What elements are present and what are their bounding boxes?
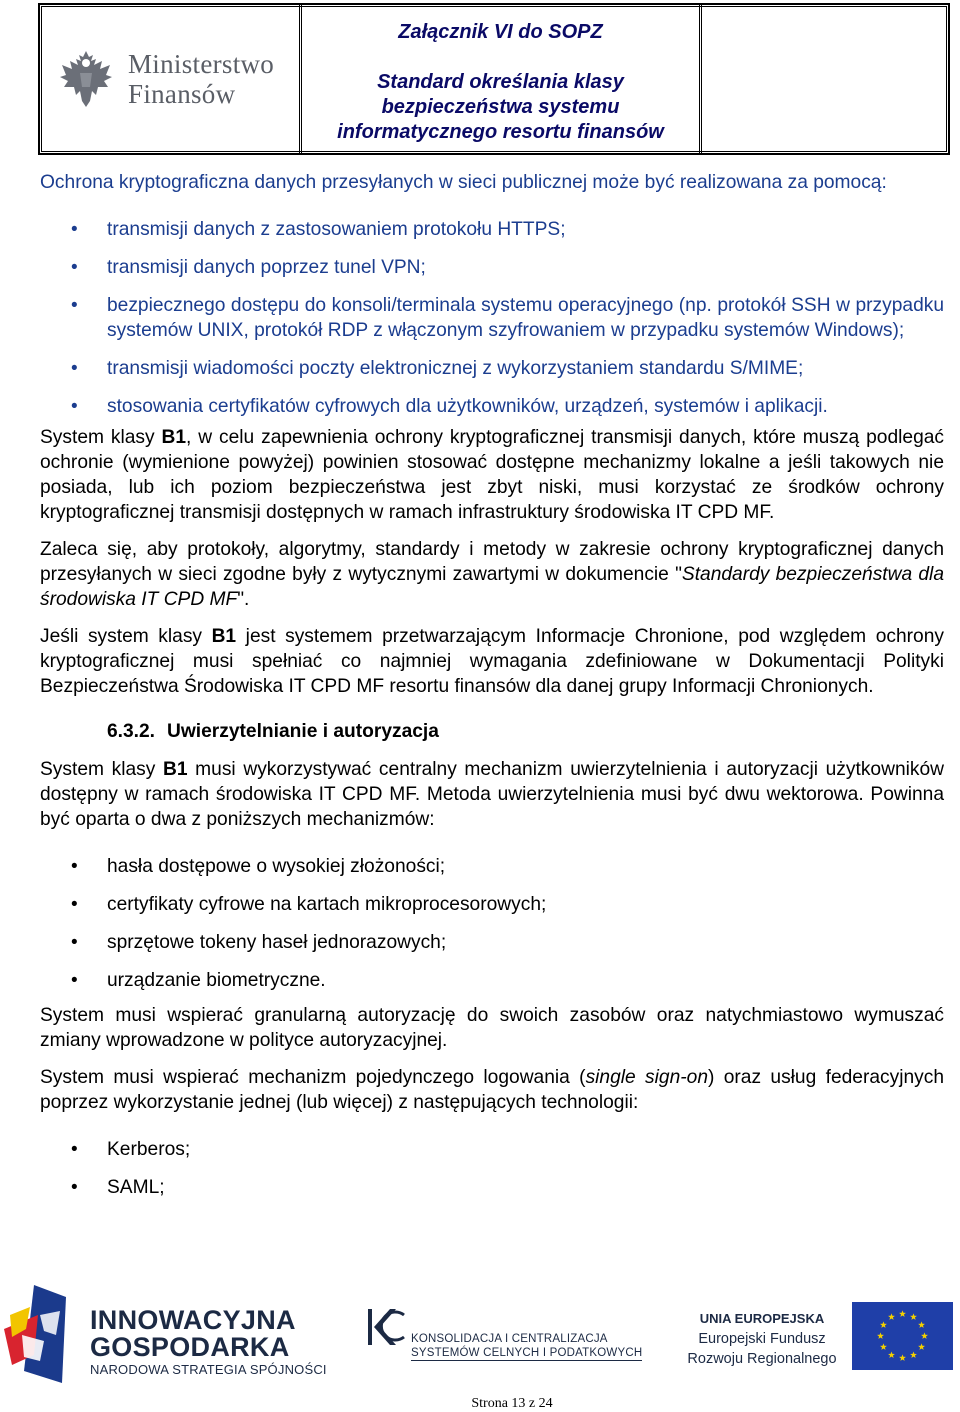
sso-technologies-list	[40, 1137, 944, 1200]
ue-line2: Europejski Fundusz	[698, 1331, 826, 1347]
ministry-name-line2: Finansów	[128, 79, 236, 109]
authorization-paragraph: System musi wspierać granularną autoryzację do swoich zasobów oraz natychmiastowo wymuszać zmiany wprowadzone w polityce autoryzacyjnej.	[40, 1005, 944, 1051]
class-b1-label: B1	[161, 427, 187, 448]
ministry-name	[128, 49, 274, 109]
document-title-cell	[302, 5, 702, 153]
ig-line2: GOSPODARKA	[90, 1332, 290, 1362]
consolidation-logo-icon	[366, 1305, 406, 1347]
section-title: Uwierzytelnianie i autoryzacja	[167, 721, 439, 742]
kc-line2: SYSTEMÓW CELNYCH I PODATKOWYCH	[411, 1347, 643, 1359]
class-b1-label: B1	[211, 626, 237, 647]
eu-flag-icon	[852, 1302, 953, 1370]
standards-doc-title: Standardy bezpieczeństwa dla środowiska IT CPD MF	[40, 564, 944, 610]
auth-paragraph: System klasy B1 musi wykorzystywać centralny mechanizm uwierzytelnienia i autoryzacji użytkowników dostępny w ramach środowiska IT CPD MF. Metoda uwierzytelnienia musi być dwu wektorowa. Powinna być oparta o dwa z poniższych mechanizmów:	[40, 759, 944, 830]
footer-logos	[0, 1285, 960, 1395]
document-header	[38, 3, 950, 155]
sso-term: single sign-on	[585, 1067, 708, 1088]
annex-label: Załącznik VI do SOPZ	[398, 21, 603, 43]
ministry-logo-cell	[40, 5, 302, 153]
header-empty-cell	[702, 5, 948, 153]
sso-paragraph: System musi wspierać mechanizm pojedynczego logowania (single sign-on) oraz usług federacyjnych poprzez wykorzystanie jednej (lub więcej) z następujących technologii:	[40, 1067, 945, 1113]
list-item: • hasła dostępowe o wysokiej złożoności;	[40, 854, 944, 879]
class-b1-label: B1	[163, 759, 188, 780]
ministry-name-line1: Ministerstwo	[128, 49, 275, 79]
list-item: • stosowania certyfikatów cyfrowych dla użytkowników, urządzeń, systemów i aplikacji.	[40, 394, 944, 419]
list-item: • sprzętowe tokeny haseł jednorazowych;	[40, 930, 944, 955]
section-heading	[107, 719, 944, 744]
list-item: • urządzanie biometryczne.	[40, 968, 944, 993]
list-item: • certyfikaty cyfrowe na kartach mikroprocesorowych;	[40, 892, 944, 917]
auth-mechanisms-list	[40, 854, 944, 993]
innovative-economy-text	[90, 1307, 327, 1379]
list-item: • transmisji wiadomości poczty elektronicznej z wykorzystaniem standardu S/MIME;	[40, 356, 944, 381]
ue-line1: UNIA EUROPEJSKA	[699, 1311, 825, 1326]
list-item: • SAML;	[40, 1175, 944, 1200]
innovative-economy-logo-icon	[4, 1285, 70, 1383]
document-body	[40, 170, 944, 1213]
ig-line3: NARODOWA STRATEGIA SPÓJNOŚCI	[90, 1362, 327, 1377]
standard-title-line3: informatycznego resortu finansów	[337, 121, 664, 143]
kc-line1: KONSOLIDACJA I CENTRALIZACJA	[411, 1333, 608, 1345]
eu-fund-text	[686, 1309, 838, 1369]
section-number: 6.3.2.	[107, 721, 156, 742]
eagle-emblem-icon	[58, 47, 114, 111]
list-item: • Kerberos;	[40, 1137, 944, 1162]
recommendation-paragraph: Zaleca się, aby protokoły, algorytmy, standardy i metody w zakresie ochrony kryptograficznej danych przesyłanych w sieci zgodne były z wytycznymi zawartymi w dokumencie "Standardy bezpieczeństwa dla środowiska IT CPD MF".	[40, 539, 944, 610]
intro-paragraph: Ochrona kryptograficzna danych przesyłanych w sieci publicznej może być realizowana za pomocą:	[40, 172, 887, 193]
list-item: • transmisji danych z zastosowaniem protokołu HTTPS;	[40, 217, 944, 242]
list-item: • transmisji danych poprzez tunel VPN;	[40, 255, 944, 280]
standard-title-line1: Standard określania klasy	[377, 71, 624, 93]
b1-crypto-paragraph: System klasy B1, w celu zapewnienia ochrony kryptograficznej transmisji danych, które muszą podlegać ochronie (wymienione powyżej) powinien stosować dostępne mechanizmy lokalne a jeśli takowych nie posiada, lub ich poziom bezpieczeństwa jest zbyt niski, musi korzystać ze środków ochrony kryptograficznej transmisji dostępnych w ramach infrastruktury środowiska IT CPD MF.	[40, 427, 945, 523]
list-item: • bezpiecznego dostępu do konsoli/terminala systemu operacyjnego (np. protokół SSH w przypadku systemów UNIX, protokół RDP z włączonym szyfrowaniem w przypadku systemów Windows);	[40, 293, 944, 343]
consolidation-text	[411, 1332, 642, 1361]
standard-title-line2: bezpieczeństwa systemu	[381, 96, 620, 118]
standard-title	[337, 70, 664, 145]
crypto-methods-list	[40, 217, 944, 419]
ue-line3: Rozwoju Regionalnego	[687, 1351, 837, 1367]
ig-line1: INNOWACYJNA	[90, 1305, 296, 1335]
protected-info-paragraph: Jeśli system klasy B1 jest systemem przetwarzającym Informacje Chronione, pod względem ochrony kryptograficznej musi spełniać co najmniej wymagania zdefiniowane w Dokumentacji Polityki Bezpieczeństwa Środowiska IT CPD MF resortu finansów dla danej grupy Informacji Chronionych.	[40, 626, 944, 697]
page-number: Strona 13 z 24	[471, 1396, 553, 1411]
